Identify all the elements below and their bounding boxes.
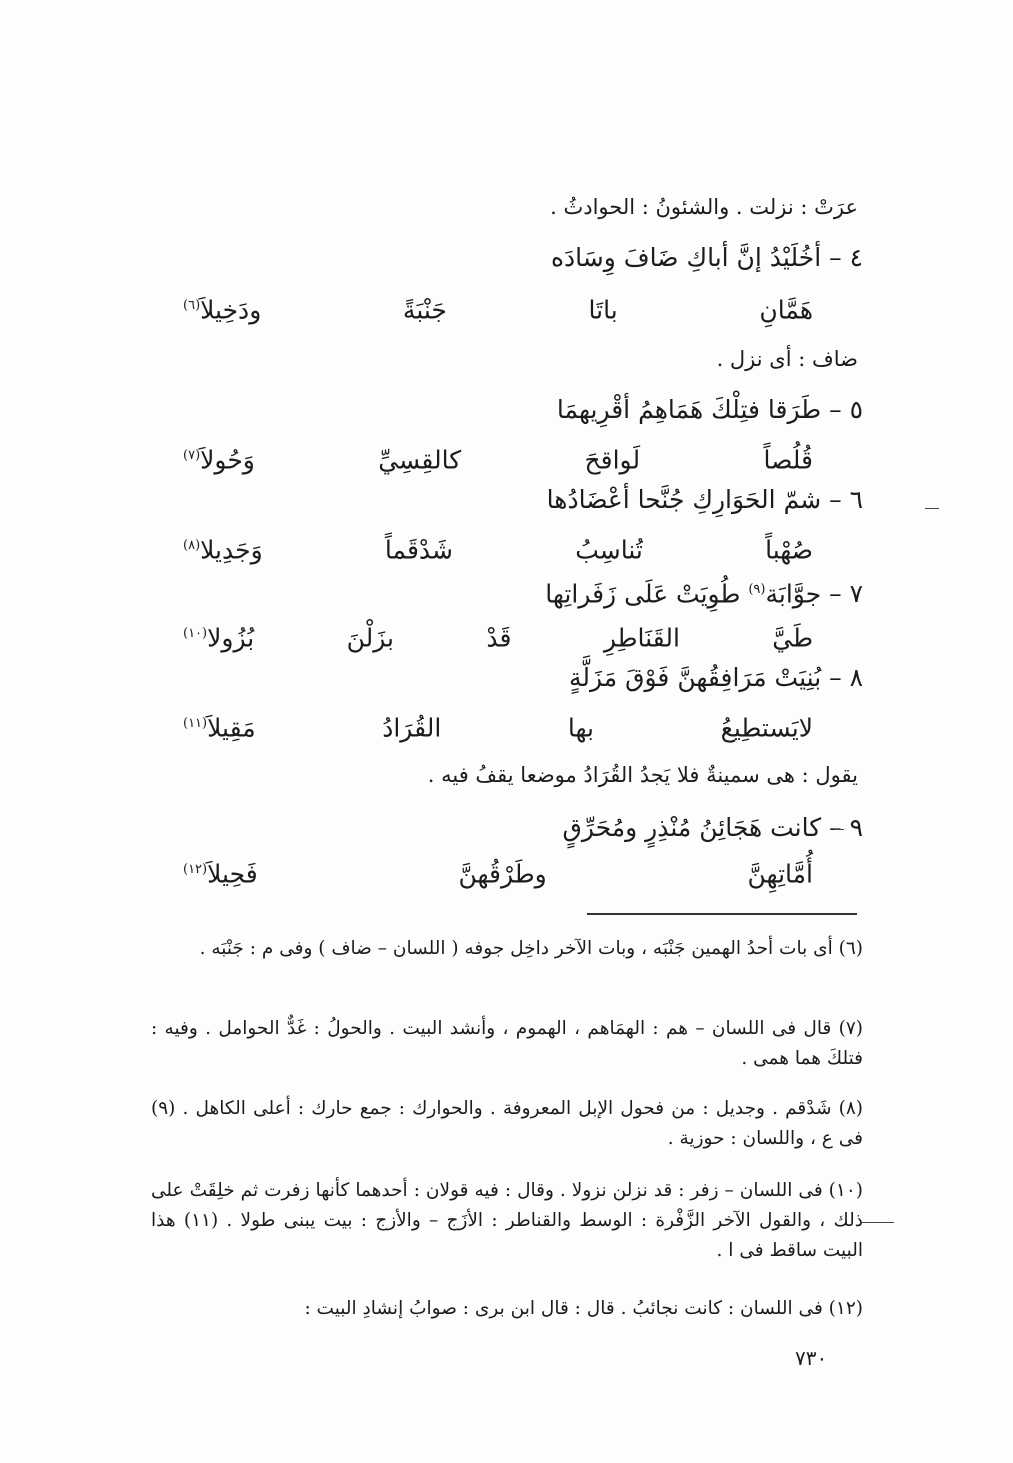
margin-mark [862, 1222, 894, 1223]
footnote-text: (١٢) فى اللسان : كانت نجائبُ . قال : قال ابن برى : صوابُ إنشادِ البيت : [304, 1298, 863, 1319]
verse-7-first-hemistich [303, 572, 863, 612]
verse-6-second-hemistich [183, 528, 813, 568]
footnote-text: (٦) أى بات أحدُ الهمين جَنْبَه ، وبات الآخر داخِل جوفه ( اللسان – ضاف ) وفى م : جَنْبَه . [199, 938, 863, 959]
verse-7-second-hemistich [183, 616, 813, 656]
verse-8-second-hemistich [183, 706, 813, 746]
verse-number: ٩ – [829, 813, 863, 842]
footnote-separator [587, 913, 857, 915]
hemistich-text: كانت هَجَائِنُ مُنْذِرٍ ومُحَرِّقٍ [562, 813, 822, 842]
verse-9-first-hemistich [303, 810, 863, 846]
hemistich-text: طَيَّ القَنَاطِرِ قَدْ بزَلْنَ بُزُولا [207, 623, 813, 653]
gloss-text: يقول : هى سمينةٌ فلا يَجدُ القُرَادُ موضعا يقفُ فيه . [427, 763, 858, 787]
hemistich-text: طُوِيَتْ عَلَى زَفَراتِها [545, 579, 741, 609]
margin-mark [925, 508, 939, 509]
verse-4-first-hemistich [303, 240, 863, 276]
footnote-ref: (٩) [748, 582, 766, 597]
footnote-text: (٨) شَدْقم . وجديل : من فحول الإبل المعروفة . والحوارك : جمع حارك : أعلى الكاهل . (٩) فى ع ، واللسان : حوزية . [151, 1098, 863, 1149]
gloss-text: ضاف : أى نزل . [716, 347, 858, 371]
verse-number: ٦ – [829, 485, 863, 514]
verse-number: ٧ – [829, 579, 863, 609]
hemistich-text: لايَستطِيعُ بها القُرَادُ مَقِيلاَ [207, 713, 813, 743]
footnote-8-9 [151, 1094, 863, 1154]
footnote-ref: (١٢) [183, 862, 208, 877]
footnote-12 [151, 1294, 863, 1324]
verse-5-second-hemistich [183, 438, 813, 478]
verse-number: ٥ – [829, 395, 863, 424]
footnote-text: (٧) قال فى اللسان – هم : الهمَاهم ، الهموم ، وأنشد البيت . والحولُ : غَدٌّ الحوامل . وفيه : فتلكَ هما همى . [151, 1018, 863, 1069]
gloss-line-1 [158, 192, 858, 222]
verse-8-first-hemistich [303, 660, 863, 696]
hemistich-text: بُنِيَتْ مَرَافِقُهنَّ فَوْقَ مَزَلَّةٍ [568, 663, 822, 692]
footnote-10-11 [151, 1176, 863, 1266]
footnote-7 [151, 1014, 863, 1074]
hemistich-text: صُهْباً تُناسِبُ شَدْقَماً وَجَدِيلا [200, 535, 813, 565]
footnote-ref: (١٠) [183, 626, 208, 641]
margin-mark [834, 829, 844, 830]
verse-6-first-hemistich [303, 482, 863, 518]
hemistich-text: شمّ الحَوَارِكِ جُنَّحا أعْضَادُها [546, 485, 822, 514]
verse-9-second-hemistich [183, 852, 813, 892]
verse-number: ٨ – [829, 663, 863, 692]
verse-number: ٤ – [829, 243, 863, 272]
footnote-ref: (٨) [183, 538, 201, 553]
hemistich-text: قُلُصاً لَواقحَ كالقِسِيِّ وَحُولاَ [200, 445, 813, 475]
footnote-ref: (٦) [183, 298, 201, 313]
gloss-line-2 [158, 344, 858, 374]
verse-5-first-hemistich [303, 392, 863, 428]
footnote-text: (١٠) فى اللسان – زفر : قد نزلن نزولا . وقال : فيه قولان : أحدهما كأنها زفرت ثم خلِقَتْ على ذلك ، والقول الآخر الزَّفْرة : الوسط والقناطر : الأزَج – والأزج : بيت يبنى طولا . (١١) هذا البيت ساقط فى ا . [151, 1180, 863, 1261]
footnote-ref: (١١) [183, 716, 208, 731]
page-number: ٧٣٠ [795, 1346, 828, 1370]
hemistich-text: طَرَقا فتِلْكَ هَمَاهِمُ أقْرِيهمَا [556, 395, 822, 424]
footnote-ref: (٧) [183, 448, 201, 463]
gloss-line-3 [158, 760, 858, 790]
footnote-6 [151, 934, 863, 964]
hemistich-text: هَمَّانِ باتَا جَنْبَةً ودَخِيلاَ [200, 295, 813, 325]
verse-4-second-hemistich [183, 288, 813, 328]
gloss-text: عرَتْ : نزلت . والشئونُ : الحوادثُ . [550, 195, 858, 219]
hemistich-text: جوَّابَة [765, 579, 822, 609]
hemistich-text: أخُلَيْدُ إنَّ أباكِ ضَافَ وِسَادَه [550, 243, 822, 272]
hemistich-text: أُمَّاتِهِنَّ وطَرْقُهنَّ فَحِيلاَ [207, 859, 813, 889]
